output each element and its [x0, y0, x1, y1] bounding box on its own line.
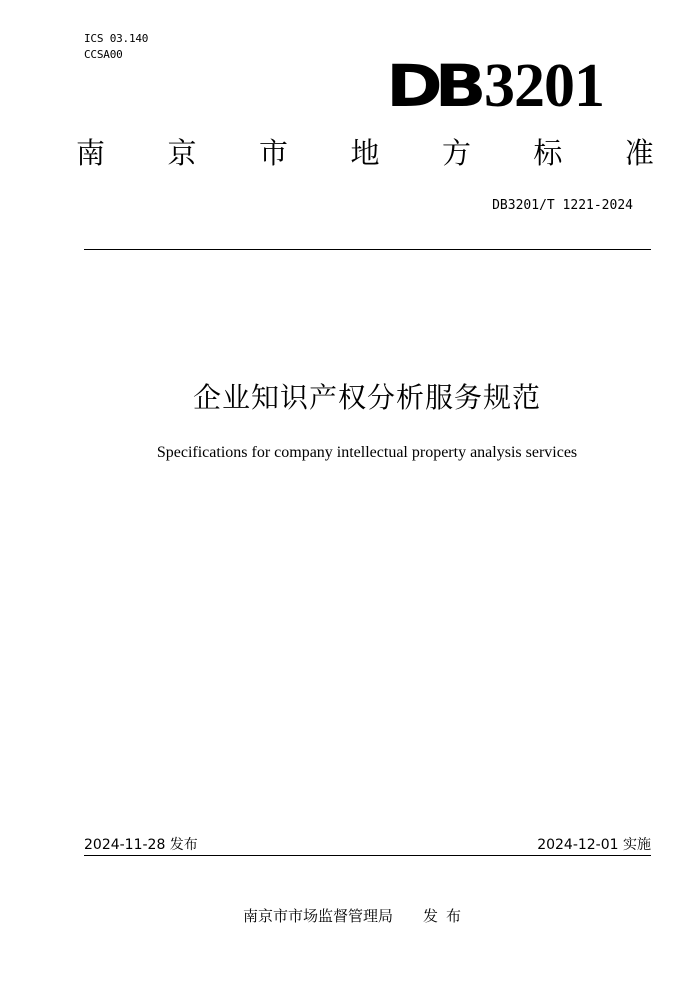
standard-type-char: 方: [441, 136, 471, 170]
effective-date: 2024-12-01 实施: [537, 837, 651, 853]
standard-type-char: 准: [624, 136, 654, 170]
standard-type-char: 地: [350, 136, 380, 170]
standard-type-char: 标: [533, 136, 563, 170]
standard-logo: [386, 52, 604, 120]
db-logo-number: 3201: [484, 52, 604, 120]
standard-type-char: 南: [76, 136, 106, 170]
standard-type-char: 京: [167, 136, 197, 170]
top-divider: [84, 249, 651, 250]
standard-code: DB3201/T 1221-2024: [492, 198, 633, 213]
ics-code: ICS 03.140: [84, 32, 149, 45]
ccs-code: CCSA00: [84, 48, 123, 61]
issuer-line: [243, 905, 469, 927]
standard-type-char: 市: [258, 136, 288, 170]
document-title: 企业知识产权分析服务规范: [192, 381, 541, 414]
issuer-name: 南京市市场监督管理局: [243, 907, 394, 925]
bottom-divider: [84, 855, 651, 856]
issue-date: 2024-11-28 发布: [84, 837, 198, 853]
db-logo-mark: DB: [386, 52, 479, 120]
document-subtitle: Specifications for company intellectual property analysis services: [156, 444, 578, 461]
classification-codes: [84, 31, 148, 63]
standard-type-heading: [76, 135, 654, 171]
issuer-action: 发布: [423, 907, 470, 925]
